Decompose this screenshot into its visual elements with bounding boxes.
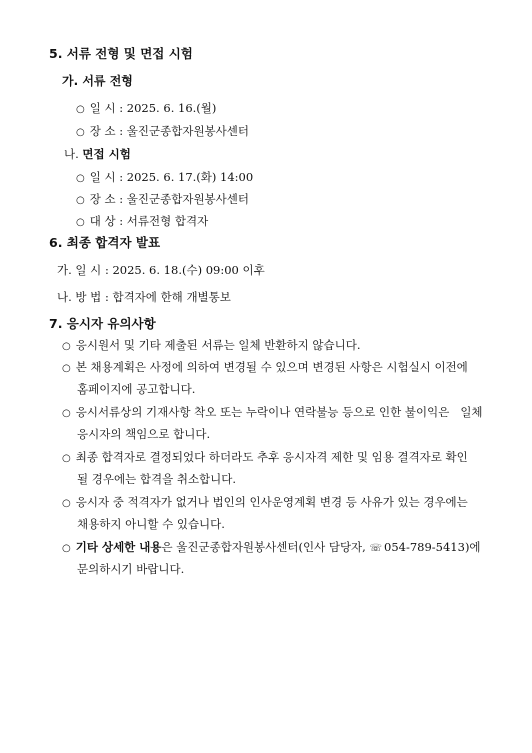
section-5-na-title: 나. 면접 시험	[64, 147, 131, 161]
list-item: ○ 장 소 : 울진군종합자원봉사센터	[76, 123, 249, 141]
list-item: ○ 대 상 : 서류전형 합격자	[76, 213, 208, 231]
contact-phone: 054-789-5413)에	[384, 540, 481, 554]
list-item: ○ 응시서류상의 기재사항 착오 또는 누락이나 연락불능 등으로 인한 불이익은 일체	[62, 404, 483, 422]
list-item: 나. 방 법 : 합격자에 한해 개별통보	[57, 290, 231, 304]
list-item-continuation: 될 경우에는 합격을 취소합니다.	[77, 472, 237, 486]
circle-bullet-icon: ○	[62, 363, 71, 374]
circle-bullet-icon: ○	[62, 543, 71, 554]
list-item: ○ 응시원서 및 기타 제출된 서류는 일체 반환하지 않습니다.	[62, 337, 360, 355]
circle-bullet-icon: ○	[76, 173, 85, 184]
list-item: ○ 장 소 : 울진군종합자원봉사센터	[76, 191, 249, 209]
circle-bullet-icon: ○	[62, 408, 71, 419]
phone-icon: ☏	[369, 543, 382, 554]
list-item: ○ 최종 합격자로 결정되었다 하더라도 추후 응시자격 제한 및 임용 결격자로 확인	[62, 449, 468, 467]
section-7-title: 7. 응시자 유의사항	[49, 316, 156, 331]
circle-bullet-icon: ○	[62, 341, 71, 352]
section-6-title: 6. 최종 합격자 발표	[49, 235, 161, 250]
list-item-continuation: 채용하지 아니할 수 있습니다.	[77, 517, 225, 531]
list-item: 가. 일 시 : 2025. 6. 18.(수) 09:00 이후	[57, 263, 265, 277]
list-item-continuation: 홈페이지에 공고합니다.	[77, 382, 196, 396]
circle-bullet-icon: ○	[62, 498, 71, 509]
list-item: ○ 일 시 : 2025. 6. 17.(화) 14:00	[76, 169, 253, 187]
list-item: ○ 일 시 : 2025. 6. 16.(월)	[76, 100, 216, 118]
contact-bold-label: 기타 상세한 내용	[75, 540, 162, 554]
circle-bullet-icon: ○	[62, 453, 71, 464]
circle-bullet-icon: ○	[76, 217, 85, 228]
list-item: ○ 응시자 중 적격자가 없거나 법인의 인사운영계획 변경 등 사유가 있는 경우에는	[62, 494, 468, 512]
section-5-ga-title: 가. 서류 전형	[62, 74, 133, 88]
circle-bullet-icon: ○	[76, 127, 85, 138]
circle-bullet-icon: ○	[76, 195, 85, 206]
contact-note: ○ 기타 상세한 내용은 울진군종합자원봉사센터(인사 담당자, ☏ 054-789-5413)에	[62, 539, 481, 557]
circle-bullet-icon: ○	[76, 104, 85, 115]
list-item: ○ 본 채용계획은 사정에 의하여 변경될 수 있으며 변경된 사항은 시험실시 이전에	[62, 359, 468, 377]
section-5-title: 5. 서류 전형 및 면접 시험	[49, 46, 193, 61]
list-item-continuation: 문의하시기 바랍니다.	[77, 562, 185, 576]
list-item-continuation: 응시자의 책임으로 합니다.	[77, 427, 211, 441]
